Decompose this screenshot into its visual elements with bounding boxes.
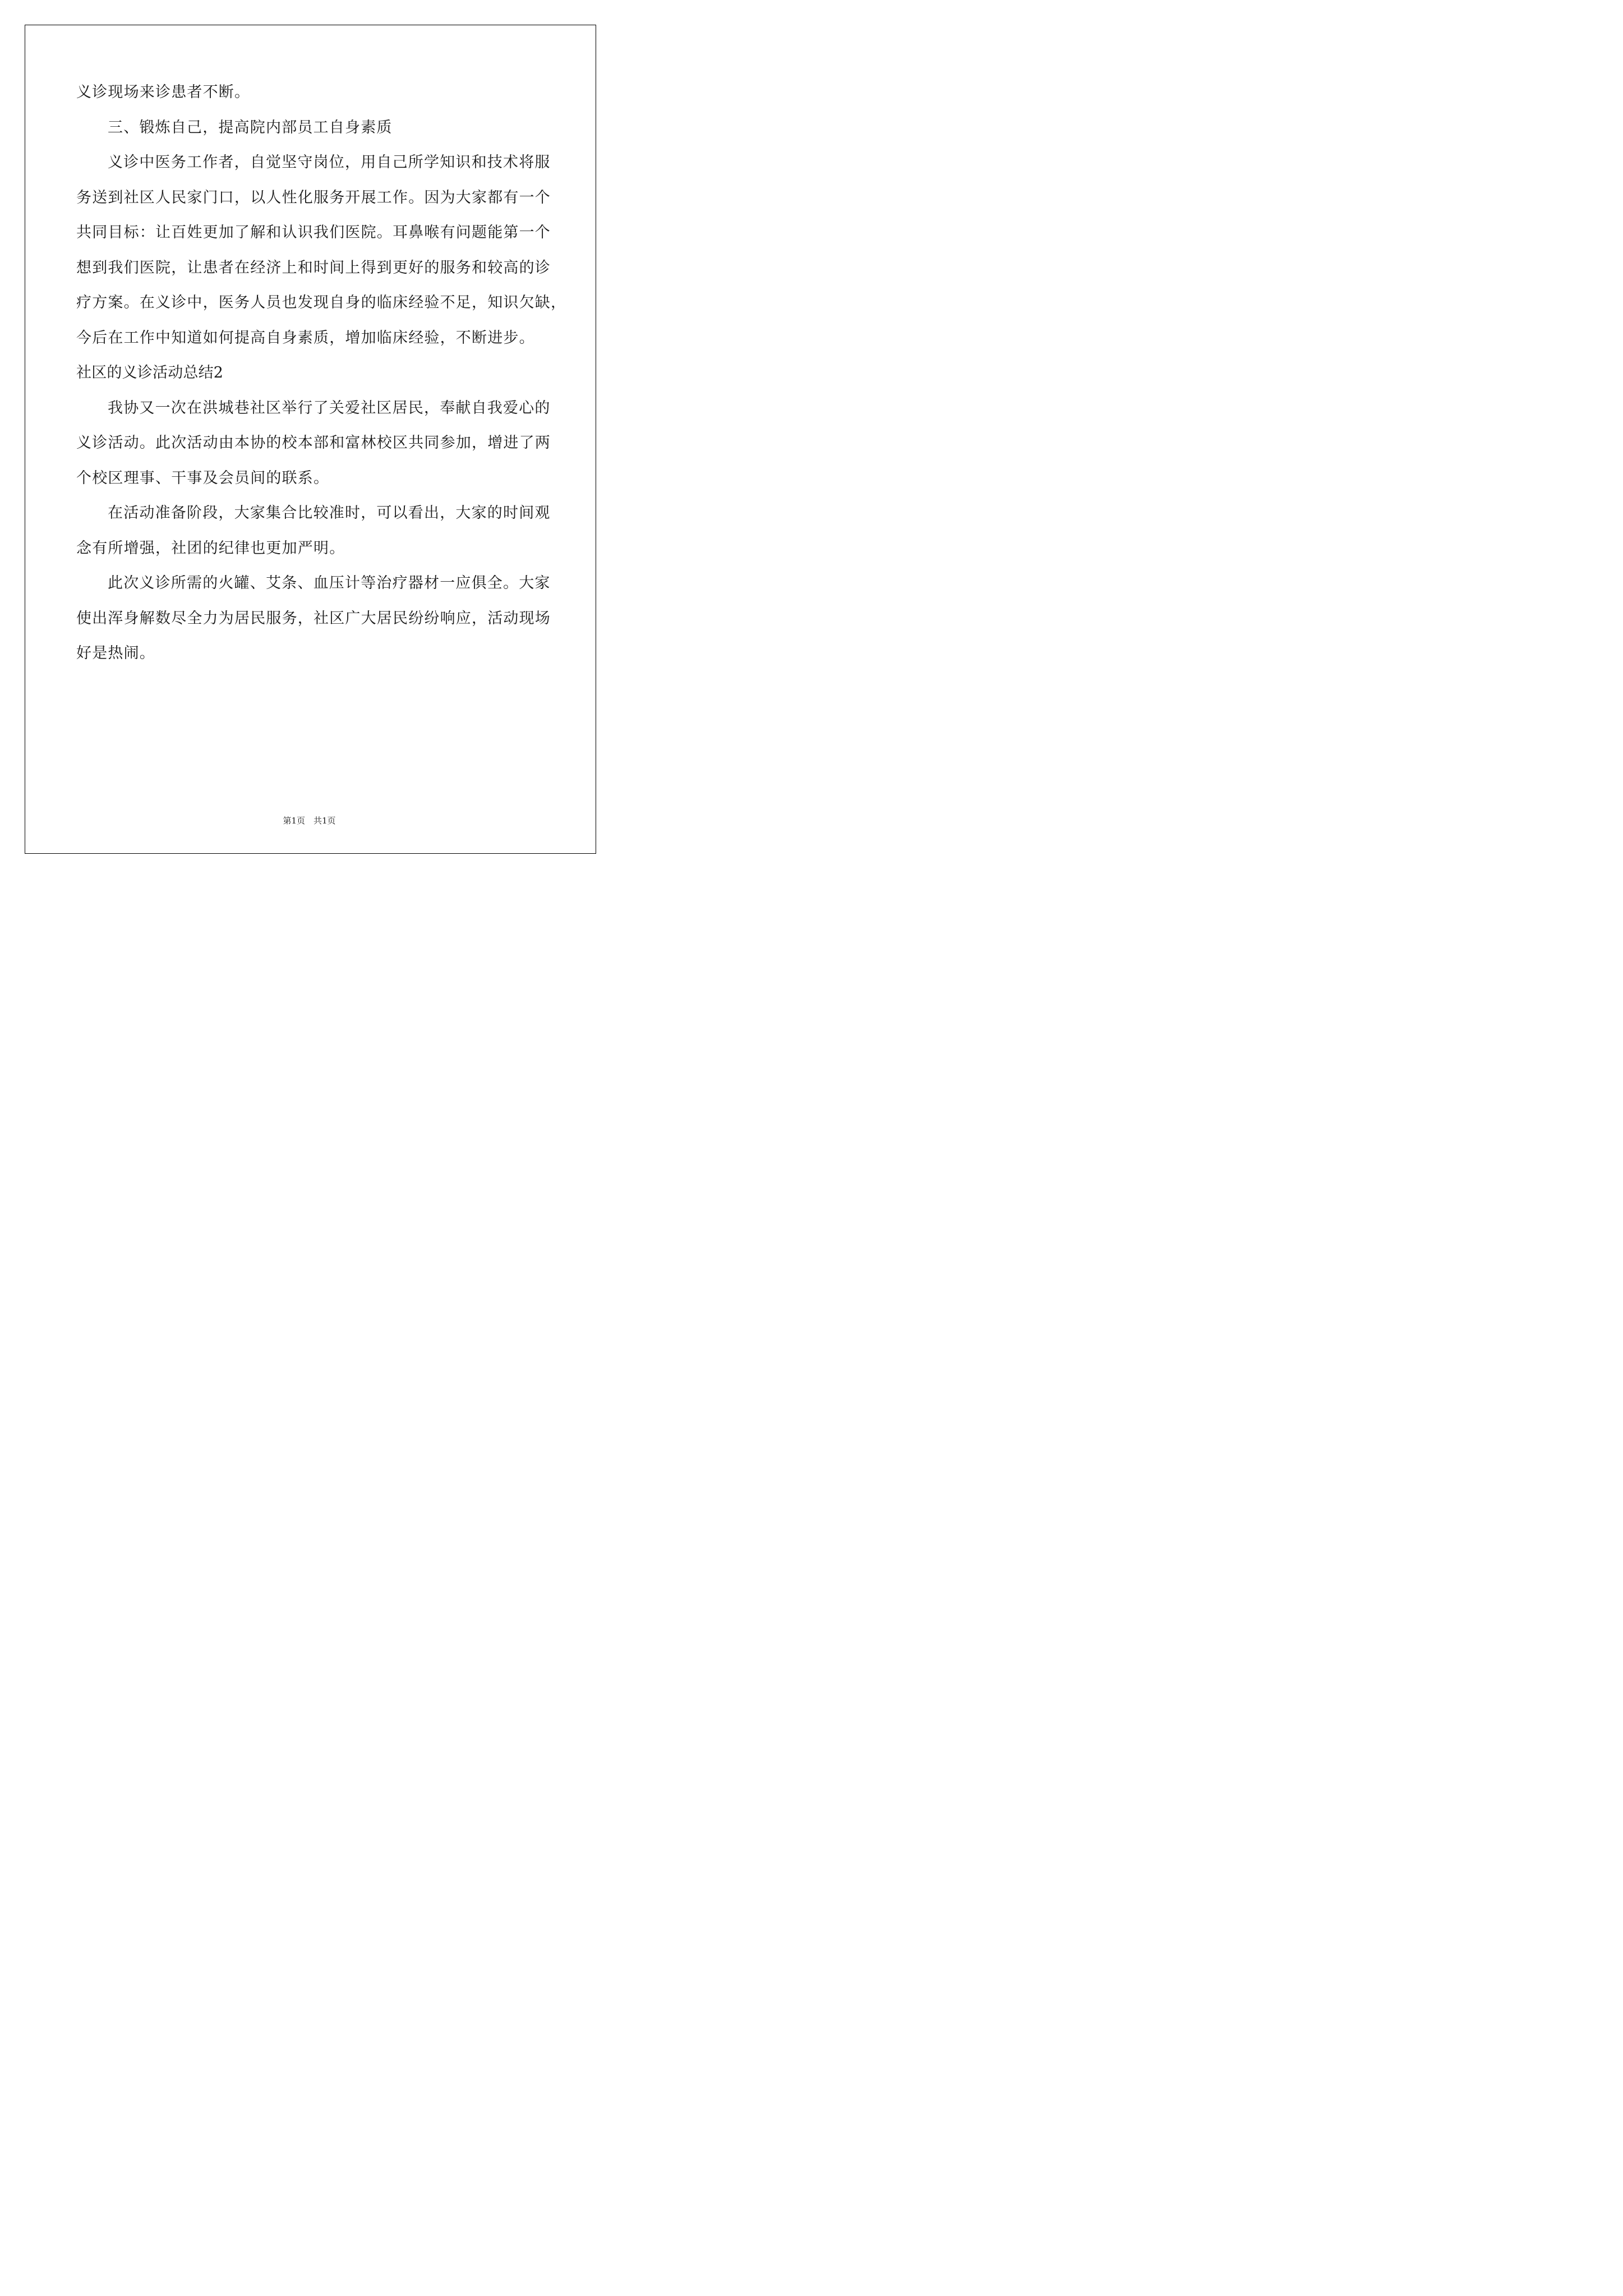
section-heading: 三、锻炼自己，提高院内部员工自身素质 [108,118,393,136]
text-line: 个校区理事、干事及会员间的联系。 [76,469,330,487]
text-line: 此次义诊所需的火罐、艾条、血压计等治疗器材一应俱全。大家 [108,574,551,592]
document-body [76,75,567,671]
text-line: 共同目标：让百姓更加了解和认识我们医院。耳鼻喉有问题能第一个 [76,224,551,241]
text-line: 在活动准备阶段，大家集合比较准时，可以看出，大家的时间观 [108,504,551,522]
text-line: 我协又一次在洪城巷社区举行了关爱社区居民，奉献自我爱心的 [108,399,551,417]
text-line: 义诊中医务工作者，自觉坚守岗位，用自己所学知识和技术将服 [108,154,551,171]
text-line: 使出浑身解数尽全力为居民服务，社区广大居民纷纷响应，活动现场 [76,609,551,627]
text-line: 义诊活动。此次活动由本协的校本部和富林校区共同参加，增进了两 [76,434,551,452]
page-footer: 第1页 共1页 [283,816,336,826]
text-line: 义诊现场来诊患者不断。 [76,84,251,101]
text-line: 今后在工作中知道如何提高自身素质，增加临床经验，不断进步。 [76,329,535,347]
text-line: 想到我们医院，让患者在经济上和时间上得到更好的服务和较高的诊 [76,259,551,277]
text-line: 念有所增强，社团的纪律也更加严明。 [76,539,345,557]
text-line: 疗方案。在义诊中，医务人员也发现自身的临床经验不足，知识欠缺， [76,294,567,311]
text-line: 务送到社区人民家门口，以人性化服务开展工作。因为大家都有一个 [76,188,551,206]
text-line: 好是热闹。 [76,645,155,662]
section-title: 社区的义诊活动总结2 [76,364,224,381]
